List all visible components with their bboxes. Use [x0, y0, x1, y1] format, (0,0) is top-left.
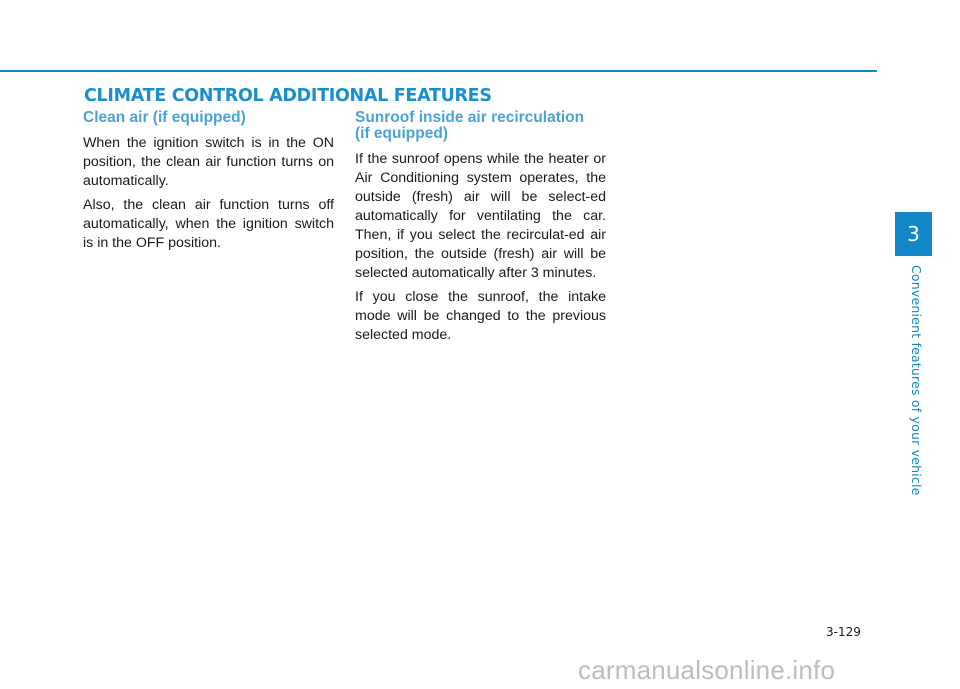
header-rule: [0, 70, 877, 72]
sunroof-paragraph-2: If you close the sunroof, the intake mode will be changed to the previous selected mode.: [355, 289, 606, 343]
clean-air-paragraph-2: Also, the clean air function turns off automatically, when the ignition switch is in the OFF position.: [83, 197, 334, 251]
section-heading: CLIMATE CONTROL ADDITIONAL FEATURES: [84, 86, 492, 106]
clean-air-heading: Clean air (if equipped): [83, 109, 246, 126]
clean-air-paragraph-1: When the ignition switch is in the ON position, the clean air function turns on automatically.: [83, 135, 334, 189]
watermark: carmanualsonline.info: [578, 655, 836, 685]
chapter-tab: 3: [895, 212, 932, 256]
right-column: [355, 110, 606, 350]
left-column: [83, 110, 334, 258]
sunroof-recirculation-heading: [355, 110, 606, 142]
sunroof-heading-line-1: Sunroof inside air recirculation: [355, 109, 585, 126]
page-number: 3-129: [826, 625, 861, 639]
chapter-title: Convenient features of your vehicle: [909, 265, 924, 496]
sunroof-paragraph-1: If the sunroof opens while the heater or Air Conditioning system operates, the outside (fresh) air will be select-ed automatically for ventilating the car. Then, if you select the recirculat-ed air position, the outside (fresh) air will be selected automatically after 3 minutes.: [355, 151, 606, 281]
sunroof-heading-line-2: (if equipped): [355, 125, 448, 142]
